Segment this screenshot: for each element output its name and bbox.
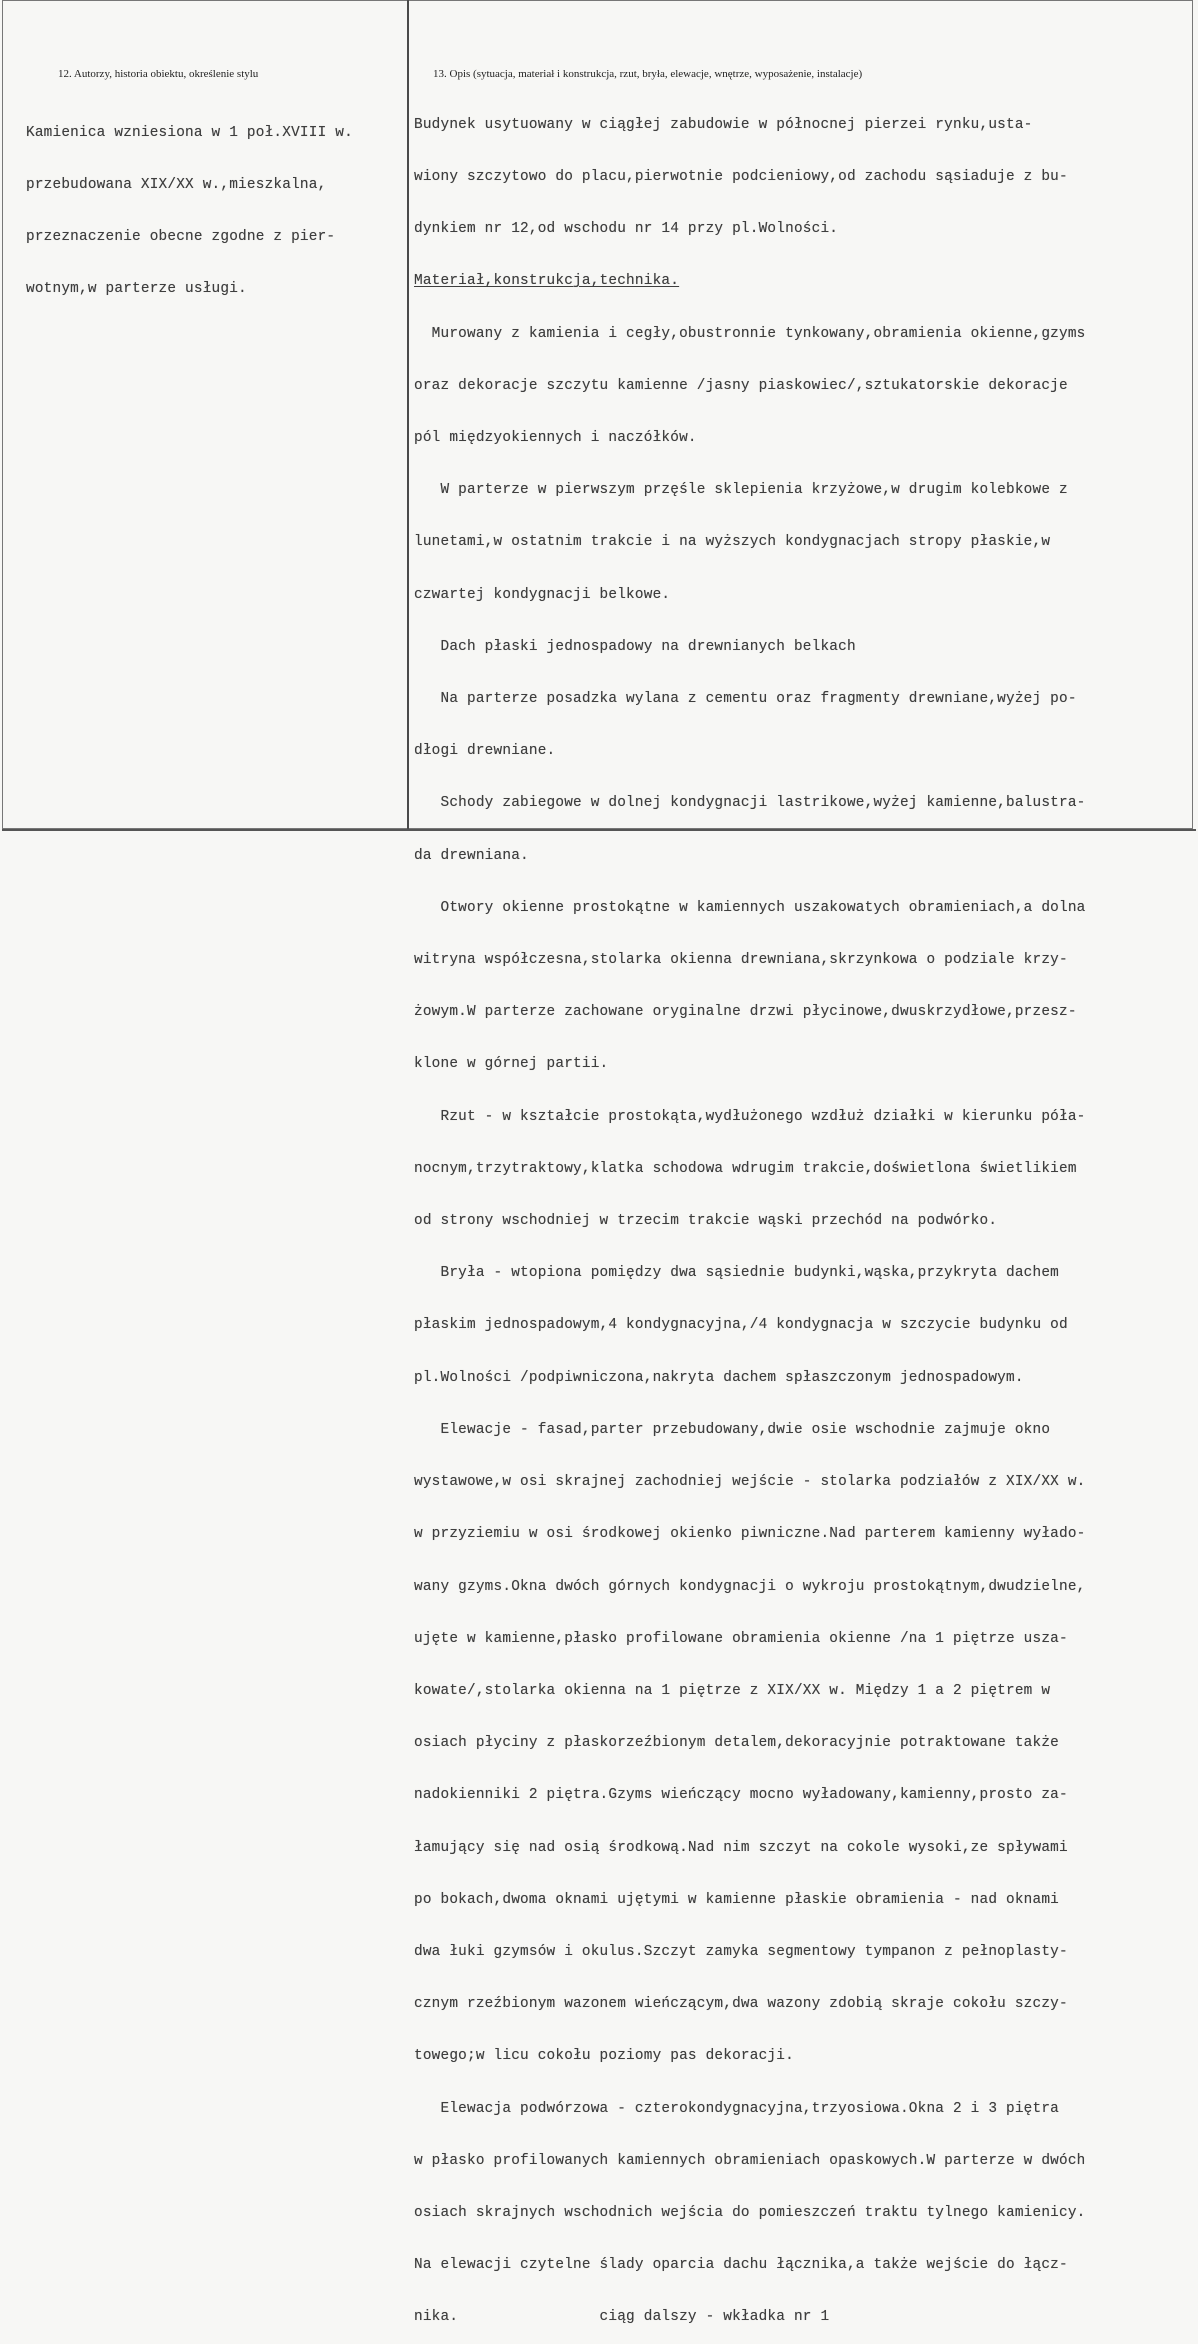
field-13-text — [414, 82, 1086, 2344]
text-line: witryna współczesna,stolarka okienna drewniana,skrzynkowa o podziale krzy- — [414, 952, 1068, 969]
section-heading: Materiał,konstrukcja,technika. — [414, 273, 680, 290]
text-line: Na elewacji czytelne ślady oparcia dachu łącznika,a także wejście do łącz- — [414, 2257, 1068, 2274]
text-line: Kamienica wzniesiona w 1 poł.XVIII w. — [26, 124, 353, 141]
text-line: osiach płyciny z płaskorzeźbionym detalem,dekoracyjnie potraktowane także — [414, 1735, 1060, 1752]
text-line: kowate/,stolarka okienna na 1 piętrze z XIX/XX w. Między 1 a 2 piętrem w — [414, 1682, 1051, 1699]
text-line: wotnym,w parterze usługi. — [26, 281, 247, 298]
text-line: nika. ciąg dalszy - wkładka nr 1 — [414, 2309, 830, 2326]
text-line: po bokach,dwoma oknami ujętymi w kamienne płaskie obramienia - nad oknami — [414, 1891, 1060, 1908]
text-line: osiach skrajnych wschodnich wejścia do pomieszczeń traktu tylnego kamienicy. — [414, 2204, 1086, 2221]
text-line: dłogi drewniane. — [414, 743, 556, 760]
text-line: wiony szczytowo do placu,pierwotnie podcieniowy,od zachodu sąsiaduje z bu- — [414, 169, 1068, 186]
text-line: przebudowana XIX/XX w.,mieszkalna, — [26, 177, 327, 194]
text-line: od strony wschodniej w trzecim trakcie wąski przechód na podwórko. — [414, 1213, 998, 1230]
text-line: Murowany z kamienia i cegły,obustronnie tynkowany,obramienia okienne,gzyms — [414, 325, 1086, 342]
text-line: pl.Wolności /podpiwniczona,nakryta dachem spłaszczonym jednospadowym. — [414, 1369, 1024, 1386]
text-line: dwa łuki gzymsów i okulus.Szczyt zamyka segmentowy tympanon z pełnoplasty- — [414, 1943, 1068, 1960]
text-line: Rzut - w kształcie prostokąta,wydłużonego wzdłuż działki w kierunku póła- — [414, 1108, 1086, 1125]
text-line: czwartej kondygnacji belkowe. — [414, 586, 671, 603]
text-line: żowym.W parterze zachowane oryginalne drzwi płycinowe,dwuskrzydłowe,przesz- — [414, 1004, 1077, 1021]
text-line: Schody zabiegowe w dolnej kondygnacji lastrikowe,wyżej kamienne,balustra- — [414, 795, 1086, 812]
text-line: wany gzyms.Okna dwóch górnych kondygnacji o wykroju prostokątnym,dwudzielne, — [414, 1578, 1086, 1595]
text-line: przeznaczenie obecne zgodne z pier- — [26, 229, 336, 246]
text-line: towego;w licu cokołu poziomy pas dekoracji. — [414, 2048, 794, 2065]
text-line: Elewacje - fasad,parter przebudowany,dwie osie wschodnie zajmuje okno — [414, 1421, 1051, 1438]
text-line: klone w górnej partii. — [414, 1056, 609, 1073]
text-line: oraz dekoracje szczytu kamienne /jasny piaskowiec/,sztukatorskie dekoracje — [414, 377, 1068, 394]
text-line: łamujący się nad osią środkową.Nad nim szczyt na cokole wysoki,ze spływami — [414, 1839, 1068, 1856]
text-line: Otwory okienne prostokątne w kamiennych uszakowatych obramieniach,a dolna — [414, 899, 1086, 916]
text-line: Na parterze posadzka wylana z cementu oraz fragmenty drewniane,wyżej po- — [414, 691, 1077, 708]
text-line: płaskim jednospadowym,4 kondygnacyjna,/4 kondygnacja w szczycie budynku od — [414, 1317, 1068, 1334]
text-line: Bryła - wtopiona pomiędzy dwa sąsiednie budynki,wąska,przykryta dachem — [414, 1265, 1060, 1282]
text-line: lunetami,w ostatnim trakcie i na wyższych kondygnacjach stropy płaskie,w — [414, 534, 1051, 551]
text-line: cznym rzeźbionym wazonem wieńczącym,dwa wazony zdobią skraje cokołu szczy- — [414, 1996, 1068, 2013]
column-divider — [407, 0, 409, 829]
text-line: Dach płaski jednospadowy na drewnianych belkach — [414, 638, 856, 655]
field-12-text — [26, 90, 353, 316]
text-line: pól międzyokiennych i naczółków. — [414, 430, 697, 447]
text-line: dynkiem nr 12,od wschodu nr 14 przy pl.Wolności. — [414, 221, 839, 238]
text-line: w płasko profilowanych kamiennych obramieniach opaskowych.W parterze w dwóch — [414, 2152, 1086, 2169]
text-line: da drewniana. — [414, 847, 529, 864]
text-line: ujęte w kamienne,płasko profilowane obramienia okienne /na 1 piętrze usza- — [414, 1630, 1068, 1647]
field-13-label: 13. Opis (sytuacja, materiał i konstrukcja, rzut, bryła, elewacje, wnętrze, wyposażenie, instalacje) — [433, 68, 863, 80]
text-line: wystawowe,w osi skrajnej zachodniej wejście - stolarka podziałów z XIX/XX w. — [414, 1474, 1086, 1491]
text-line: Elewacja podwórzowa - czterokondygnacyjna,trzyosiowa.Okna 2 i 3 piętra — [414, 2100, 1060, 2117]
text-line: nadokienniki 2 piętra.Gzyms wieńczący mocno wyładowany,kamienny,prosto za- — [414, 1787, 1068, 1804]
text-line: nocnym,trzytraktowy,klatka schodowa wdrugim trakcie,doświetlona świetlikiem — [414, 1160, 1077, 1177]
text-line: Budynek usytuowany w ciągłej zabudowie w północnej pierzei rynku,usta- — [414, 116, 1033, 133]
field-12-label: 12. Autorzy, historia obiektu, określenie stylu — [58, 68, 259, 80]
text-line: W parterze w pierwszym przęśle sklepienia krzyżowe,w drugim kolebkowe z — [414, 482, 1068, 499]
text-line: w przyziemiu w osi środkowej okienko piwniczne.Nad parterem kamienny wyłado- — [414, 1526, 1086, 1543]
